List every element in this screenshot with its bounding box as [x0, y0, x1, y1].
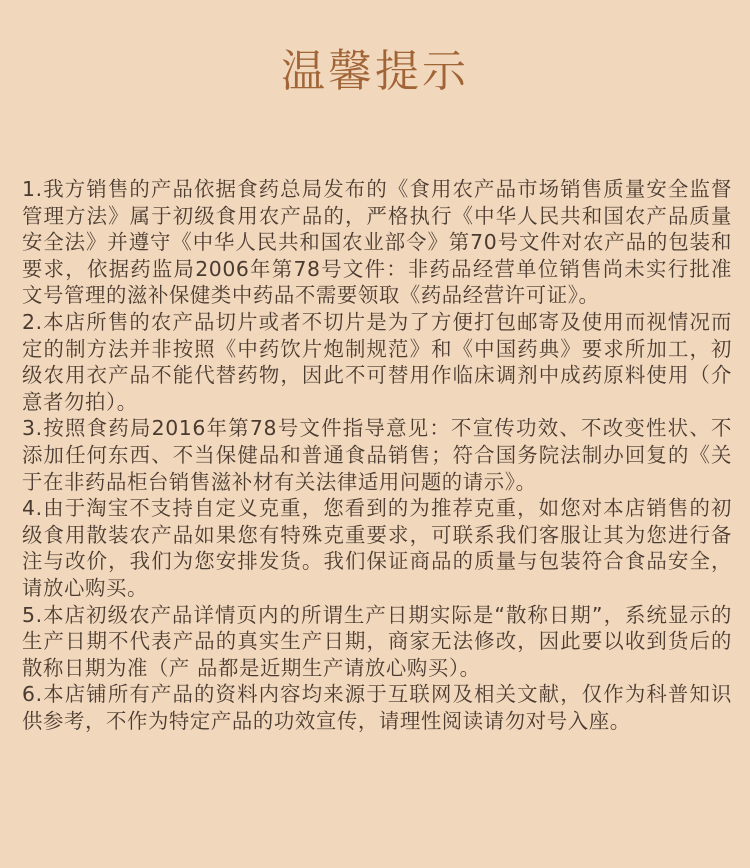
notice-paragraph-2: 2.本店所售的农产品切片或者不切片是为了方便打包邮寄及使用而视情况而定的制方法并非按照《中药饮片炮制规范》和《中国药典》要求所加工，初级农用衣产品不能代替药物，因此不可替用作临床调剂中成药原料使用（介意者勿拍）。	[22, 309, 732, 414]
page-title: 温馨提示	[281, 46, 469, 97]
notice-paragraph-4: 4.由于淘宝不支持自定义克重，您看到的为推荐克重，如您对本店销售的初级食用散装农产品如果您有特殊克重要求，可联系我们客服让其为您进行备注与改价，我们为您安排发货。我们保证商品的质量与包装符合食品安全，请放心购买。	[22, 496, 732, 600]
notice-paragraph-1: 1.我方销售的产品依据食药总局发布的《食用农产品市场销售质量安全监督管理方法》属于初级食用农产品的，严格执行《中华人民共和国农产品质量安全法》并遵守《中华人民共和国农业部令》第70号文件对农产品的包装和要求，依据药监局2006年第78号文件：非药品经营单位销售尚未实行批准文号管理的滋补保健类中药品不需要领取《药品经营许可证》。	[22, 177, 732, 308]
notice-content	[22, 176, 732, 734]
notice-paragraph-3: 3.按照食药局2016年第78号文件指导意见：不宣传功效、不改变性状、不添加任何东西、不当保健品和普通食品销售；符合国务院法制办回复的《关于在非药品柜台销售滋补材有关法律适用问题的请示》。	[22, 416, 732, 494]
notice-paragraph-6: 6.本店铺所有产品的资料内容均来源于互联网及相关文献，仅作为科普知识供参考，不作为特定产品的功效宣传，请理性阅读请勿对号入座。	[22, 682, 732, 733]
notice-paragraph-5: 5.本店初级农产品详情页内的所谓生产日期实际是“散称日期”，系统显示的生产日期不代表产品的真实生产日期，商家无法修改，因此要以收到货后的散称日期为准（产 品都是近期生产请放心购买）。	[22, 602, 732, 680]
